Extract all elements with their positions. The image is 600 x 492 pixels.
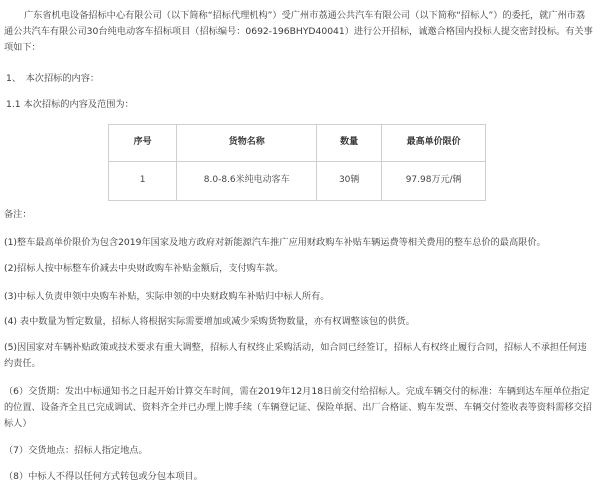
table-row (109, 162, 486, 201)
note-2: (2)招标人按中标整车价减去中央财政购车补贴金额后，支付购车款。 (4, 263, 284, 274)
header-name: 货物名称 (177, 125, 317, 162)
cell-price: 97.98万元/辆 (382, 162, 486, 201)
note-7-delivery-place: （7）交货地点：招标人指定地点。 (4, 445, 148, 456)
notes-title: 备注： (4, 209, 32, 220)
note-5: (5)因国家对车辆补贴政策或技术要求有重大调整，招标人有权终止采购活动，如合同已经签订，招标人有权终止履行合同，招标人不承担任何违约责任。 (4, 342, 587, 369)
note-3: (3)中标人负责申领中央购车补贴，实际申领的中央财政购车补贴归中标人所有。 (4, 291, 330, 302)
header-qty: 数量 (317, 125, 382, 162)
header-no: 序号 (109, 125, 177, 162)
note-8-no-subcontract: （8）中标人不得以任何方式转包或分包本项目。 (4, 471, 203, 482)
section-heading-1-1: 1.1 本次招标的内容及范围为： (6, 99, 134, 110)
cell-no: 1 (109, 162, 177, 201)
note-4: (4) 表中数量为暂定数量，招标人将根据实际需要增加或减少采购货物数量，亦有权调整该包的供货。 (4, 316, 415, 327)
note-1: (1)整车最高单价限价为包含2019年国家及地方政府对新能源汽车推广应用财政购车补贴车辆运费等相关费用的整车总价的最高限价。 (4, 237, 546, 248)
header-price: 最高单价限价 (382, 125, 486, 162)
intro-paragraph: 广东省机电设备招标中心有限公司（以下简称“招标代理机构”）受广州市荔通公共汽车有限公司（以下简称“招标人”）的委托，就广州市荔通公共汽车有限公司30台纯电动客车招标项目（招标编号：0692-196BHYD40041）进行公开招标，诚邀合格国内投标人提交密封投标。有关事项如下： (4, 10, 593, 53)
cell-name: 8.0-8.6米纯电动客车 (177, 162, 317, 201)
cell-qty: 30辆 (317, 162, 382, 201)
section-heading-1: 1、 本次招标的内容： (6, 73, 100, 84)
table-header-row (109, 125, 486, 162)
note-6-delivery-time: （6）交货期：发出中标通知书之日起开始计算交车时间，需在2019年12月18日前交付给招标人。完成车辆交付的标准：车辆到达车厘单位指定的位置、设备齐全且已完成调试、资料齐全并已办理上牌手续（车辆登记证、保险单据、出厂合格证、购车发票、车辆交付签收表等资料需移交招标人） (4, 386, 592, 429)
items-table (108, 124, 486, 201)
